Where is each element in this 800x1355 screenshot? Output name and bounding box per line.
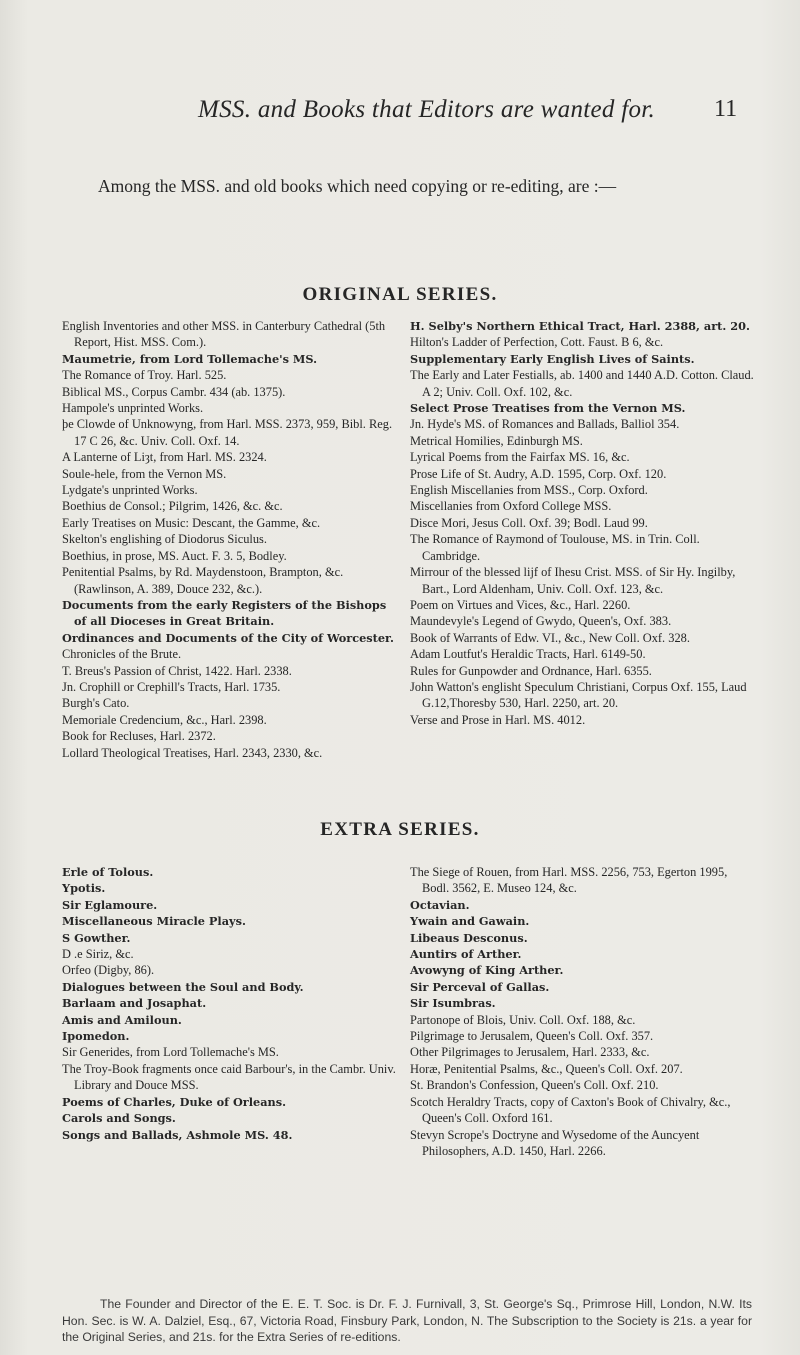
page-header	[60, 96, 760, 126]
list-item: Lollard Theological Treatises, Harl. 2343, 2330, &c.	[62, 745, 323, 760]
list-item: Disce Mori, Jesus Coll. Oxf. 39; Bodl. Laud 99.	[410, 515, 648, 530]
list-item: Libeaus Desconus.	[410, 930, 528, 945]
list-item: Book for Recluses, Harl. 2372.	[62, 729, 216, 744]
list-item: Biblical MS., Corpus Cambr. 434 (ab. 1375).	[62, 384, 286, 399]
list-item: Avowyng of King Arther.	[410, 963, 564, 978]
list-item: Poems of Charles, Duke of Orleans.	[62, 1094, 287, 1109]
list-item: Prose Life of St. Audry, A.D. 1595, Corp. Oxf. 120.	[410, 466, 667, 481]
list-item: Soule-hele, from the Vernon MS.	[62, 466, 227, 481]
footer-text: The Founder and Director of the E. E. T. Soc. is Dr. F. J. Furnivall, 3, St. George's Sq., Primrose Hill, London, N.W. Its Hon. Sec. is W. A. Dalziel, Esq., 67, Victoria Road, Finsbury Park, London, N. The Subscription to the Society is 21s. a year for the Original Series, and 21s. for the Extra Series of re-editions.	[62, 1297, 752, 1344]
extra-series-left-column	[62, 864, 400, 1143]
list-item: Octavian.	[410, 897, 470, 912]
list-item: Maumetrie, from Lord Tollemache's MS.	[62, 351, 318, 366]
page-number: 11	[714, 96, 738, 122]
list-item: Hampole's unprinted Works.	[62, 401, 204, 416]
list-item: D .e Siriz, &c.	[62, 947, 134, 962]
list-item: Poem on Virtues and Vices, &c., Harl. 2260.	[410, 597, 631, 612]
list-item: The Romance of Troy. Harl. 525.	[62, 368, 227, 383]
list-item: St. Brandon's Confession, Queen's Coll. Oxf. 210.	[410, 1078, 659, 1093]
list-item: Amis and Amiloun.	[62, 1012, 182, 1027]
running-head: MSS. and Books that Editors are wanted for.	[198, 96, 656, 123]
list-item: Ywain and Gawain.	[410, 914, 530, 929]
list-item: English Inventories and other MSS. in Canterbury Cathedral (5th Report, Hist. MSS. Com.).	[62, 319, 386, 350]
list-item: Adam Loutfut's Heraldic Tracts, Harl. 6149-50.	[410, 647, 646, 662]
list-item: Chronicles of the Brute.	[62, 647, 182, 662]
list-item: The Early and Later Festialls, ab. 1400 and 1440 A.D. Cotton. Claud. A 2; Univ. Coll. Oxf. 102, &c.	[410, 368, 754, 399]
original-series-right-column	[410, 318, 756, 728]
list-item: Penitential Psalms, by Rd. Maydenstoon, Brampton, &c. (Rawlinson, A. 389, Douce 232, &c.).	[62, 565, 344, 596]
list-item: The Siege of Rouen, from Harl. MSS. 2256, 753, Egerton 1995, Bodl. 3562, E. Museo 124, &c.	[410, 865, 728, 896]
list-item: Select Prose Treatises from the Vernon MS.	[410, 401, 686, 416]
extra-series-heading: EXTRA SERIES.	[320, 819, 480, 840]
list-item: Horæ, Penitential Psalms, &c., Queen's Coll. Oxf. 207.	[410, 1061, 683, 1076]
list-item: Erle of Tolous.	[62, 865, 154, 879]
list-item: Miscellanies from Oxford College MSS.	[410, 499, 612, 514]
intro-text: Among the MSS. and old books which need copying or re-editing, are :—	[98, 176, 617, 196]
list-item: þe Clowde of Unknowyng, from Harl. MSS. 2373, 959, Bibl. Reg. 17 C 26, &c. Univ. Coll. Oxf. 14.	[62, 417, 393, 448]
list-item: Skelton's englishing of Diodorus Siculus.	[62, 532, 267, 547]
list-item: The Romance of Raymond of Toulouse, MS. in Trin. Coll. Cambridge.	[410, 532, 700, 563]
extra-series-right-column	[410, 864, 756, 1159]
original-series-heading: ORIGINAL SERIES.	[302, 284, 498, 305]
list-item: Miscellaneous Miracle Plays.	[62, 914, 246, 929]
list-item: Partonope of Blois, Univ. Coll. Oxf. 188, &c.	[410, 1012, 636, 1027]
list-item: Supplementary Early English Lives of Saints.	[410, 351, 695, 366]
list-item: Memoriale Credencium, &c., Harl. 2398.	[62, 712, 267, 727]
list-item: Stevyn Scrope's Doctryne and Wysedome of the Auncyent Philosophers, A.D. 1450, Harl. 2266.	[410, 1127, 700, 1158]
list-item: S Gowther.	[62, 930, 131, 945]
list-item: Early Treatises on Music: Descant, the Gamme, &c.	[62, 515, 321, 530]
list-item: A Lanterne of Liȝt, from Harl. MS. 2324.	[62, 450, 267, 465]
list-item: Ordinances and Documents of the City of Worcester.	[62, 630, 394, 645]
list-item: Carols and Songs.	[62, 1111, 176, 1126]
list-item: Sir Eglamoure.	[62, 897, 158, 912]
list-item: Documents from the early Registers of the Bishops of all Dioceses in Great Britain.	[62, 597, 387, 629]
original-series-left-column	[62, 318, 396, 761]
list-item: Other Pilgrimages to Jerusalem, Harl. 2333, &c.	[410, 1045, 650, 1060]
footer-note	[62, 1296, 752, 1346]
list-item: The Troy-Book fragments once caid Barbour's, in the Cambr. Univ. Library and Douce MSS.	[62, 1061, 396, 1093]
list-item: Rules for Gunpowder and Ordnance, Harl. 6355.	[410, 663, 652, 678]
list-item: Pilgrimage to Jerusalem, Queen's Coll. Oxf. 357.	[410, 1029, 654, 1044]
list-item: Verse and Prose in Harl. MS. 4012.	[410, 712, 586, 727]
list-item: Lydgate's unprinted Works.	[62, 483, 198, 498]
list-item: Ypotis.	[62, 881, 106, 896]
list-item: Boethius de Consol.; Pilgrim, 1426, &c. &c.	[62, 499, 283, 514]
list-item: Jn. Hyde's MS. of Romances and Ballads, Balliol 354.	[410, 417, 680, 432]
list-item: John Watton's englisht Speculum Christiani, Corpus Oxf. 155, Laud G.12,Thoresby 530, Harl. 2250, art. 20.	[410, 679, 747, 711]
list-item: Auntirs of Arther.	[410, 947, 522, 962]
list-item: Hilton's Ladder of Perfection, Cott. Faust. B 6, &c.	[410, 335, 664, 350]
list-item: Lyrical Poems from the Fairfax MS. 16, &c.	[410, 450, 630, 465]
list-item: Boethius, in prose, MS. Auct. F. 3. 5, Bodley.	[62, 548, 287, 563]
list-item: Sir Isumbras.	[410, 996, 496, 1011]
list-item: Metrical Homilies, Edinburgh MS.	[410, 433, 583, 448]
list-item: Sir Generides, from Lord Tollemache's MS.	[62, 1045, 279, 1060]
list-item: H. Selby's Northern Ethical Tract, Harl. 2388, art. 20.	[410, 319, 750, 333]
list-item: Mirrour of the blessed lijf of Ihesu Crist. MSS. of Sir Hy. Ingilby, Bart., Lord Aldenham, Univ. Coll. Oxf. 123, &c.	[410, 565, 736, 596]
list-item: Scotch Heraldry Tracts, copy of Caxton's Book of Chivalry, &c., Queen's Coll. Oxford 161.	[410, 1094, 731, 1126]
list-item: Jn. Crophill or Crephill's Tracts, Harl. 1735.	[62, 679, 281, 694]
list-item: Burgh's Cato.	[62, 696, 130, 711]
list-item: T. Breus's Passion of Christ, 1422. Harl. 2338.	[62, 663, 292, 678]
list-item: Sir Perceval of Gallas.	[410, 979, 550, 994]
list-item: Dialogues between the Soul and Body.	[62, 979, 304, 994]
list-item: Ipomedon.	[62, 1029, 130, 1044]
list-item: Barlaam and Josaphat.	[62, 996, 207, 1011]
list-item: Songs and Ballads, Ashmole MS. 48.	[62, 1127, 293, 1142]
list-item: Book of Warrants of Edw. VI., &c., New Coll. Oxf. 328.	[410, 630, 690, 645]
list-item: Orfeo (Digby, 86).	[62, 963, 155, 978]
list-item: Maundevyle's Legend of Gwydo, Queen's, Oxf. 383.	[410, 614, 672, 629]
list-item: English Miscellanies from MSS., Corp. Oxford.	[410, 483, 648, 498]
